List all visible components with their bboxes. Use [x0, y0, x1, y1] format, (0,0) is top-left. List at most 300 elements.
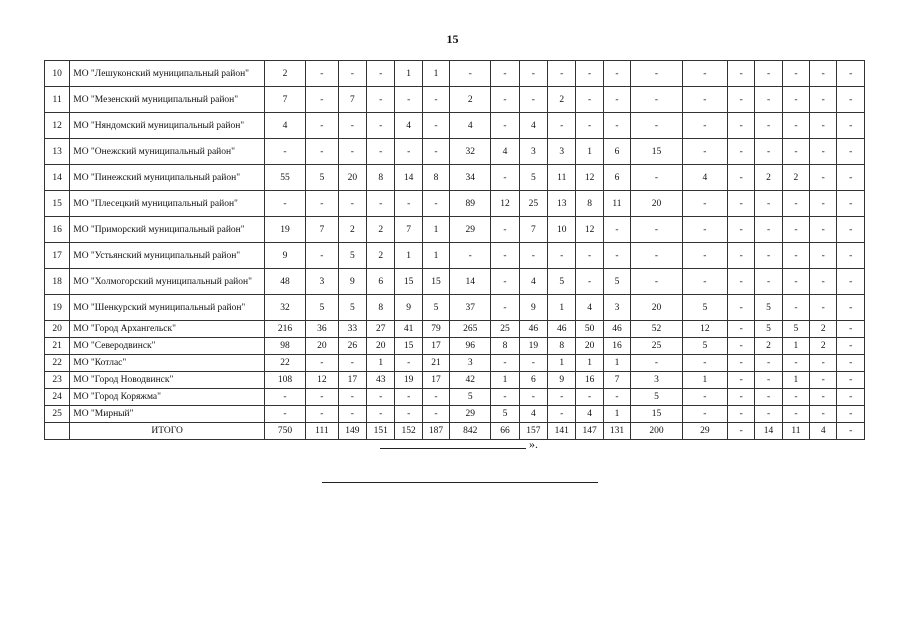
table-cell: -: [603, 87, 630, 113]
table-cell: -: [682, 389, 727, 406]
table-cell: -: [782, 139, 809, 165]
table-cell: -: [519, 87, 547, 113]
table-cell: -: [548, 389, 576, 406]
table-cell: 1: [422, 61, 449, 87]
table-cell: 1: [603, 406, 630, 423]
table-row: [45, 191, 865, 217]
table-cell: 21: [422, 355, 449, 372]
table-cell: 14: [450, 269, 491, 295]
table-cell: 27: [367, 321, 395, 338]
table-cell: 9: [395, 295, 422, 321]
table-cell: 5: [338, 243, 366, 269]
table-cell: 8: [367, 295, 395, 321]
table-cell: -: [264, 389, 305, 406]
table-cell: -: [682, 191, 727, 217]
table-cell: -: [548, 243, 576, 269]
row-number: 16: [45, 217, 70, 243]
table-cell: -: [306, 61, 339, 87]
table-cell: 1: [576, 139, 603, 165]
table-cell: 5: [682, 295, 727, 321]
table-cell: -: [728, 406, 755, 423]
table-cell: -: [755, 139, 782, 165]
table-cell: -: [782, 61, 809, 87]
table-cell: -: [491, 217, 519, 243]
table-cell: -: [755, 217, 782, 243]
table-cell: 12: [682, 321, 727, 338]
table-cell: 3: [631, 372, 683, 389]
table-cell: -: [548, 61, 576, 87]
table-cell: -: [755, 243, 782, 269]
table-cell: 5: [548, 269, 576, 295]
table-cell: 16: [603, 338, 630, 355]
table-cell: -: [728, 269, 755, 295]
table-cell: -: [338, 61, 366, 87]
total-cell: 147: [576, 423, 603, 440]
table-cell: -: [576, 389, 603, 406]
row-number: 19: [45, 295, 70, 321]
table-row: [45, 389, 865, 406]
table-cell: -: [837, 243, 865, 269]
closing-quote: ».: [529, 437, 538, 451]
table-cell: 37: [450, 295, 491, 321]
table-cell: 96: [450, 338, 491, 355]
table-cell: 265: [450, 321, 491, 338]
table-cell: 1: [395, 243, 422, 269]
table-cell: 41: [395, 321, 422, 338]
row-number: 20: [45, 321, 70, 338]
table-cell: -: [491, 165, 519, 191]
total-cell: -: [837, 423, 865, 440]
table-cell: -: [631, 243, 683, 269]
table-cell: 20: [631, 191, 683, 217]
table-cell: -: [422, 191, 449, 217]
table-cell: -: [548, 113, 576, 139]
table-cell: -: [306, 139, 339, 165]
table-cell: -: [810, 295, 837, 321]
table-cell: 25: [631, 338, 683, 355]
total-cell: 151: [367, 423, 395, 440]
table-cell: -: [837, 338, 865, 355]
table-cell: -: [782, 269, 809, 295]
table-cell: 1: [782, 372, 809, 389]
table-cell: 8: [422, 165, 449, 191]
table-cell: 10: [548, 217, 576, 243]
table-cell: 5: [755, 321, 782, 338]
table-cell: 29: [450, 406, 491, 423]
table-cell: -: [728, 338, 755, 355]
table-cell: -: [491, 87, 519, 113]
table-cell: 5: [422, 295, 449, 321]
table-cell: 1: [422, 243, 449, 269]
table-cell: 2: [782, 165, 809, 191]
table-cell: 1: [548, 355, 576, 372]
table-cell: -: [728, 389, 755, 406]
total-cell: 149: [338, 423, 366, 440]
table-cell: -: [422, 389, 449, 406]
table-row: [45, 269, 865, 295]
row-number: 12: [45, 113, 70, 139]
table-cell: 9: [548, 372, 576, 389]
table-cell: -: [367, 61, 395, 87]
table-cell: -: [755, 87, 782, 113]
table-cell: -: [491, 243, 519, 269]
table-cell: 1: [491, 372, 519, 389]
table-cell: 1: [367, 355, 395, 372]
table-cell: -: [782, 87, 809, 113]
table-cell: 4: [682, 165, 727, 191]
table-cell: -: [450, 61, 491, 87]
table-cell: 17: [422, 372, 449, 389]
total-cell: 14: [755, 423, 782, 440]
table-cell: 5: [519, 165, 547, 191]
table-cell: 15: [631, 406, 683, 423]
table-row: [45, 243, 865, 269]
municipality-name: МО "Онежский муниципальный район": [70, 139, 265, 165]
table-row: [45, 139, 865, 165]
municipality-name: МО "Приморский муниципальный район": [70, 217, 265, 243]
table-cell: 6: [603, 165, 630, 191]
table-cell: 7: [519, 217, 547, 243]
table-cell: -: [338, 139, 366, 165]
table-cell: 2: [338, 217, 366, 243]
table-cell: -: [810, 191, 837, 217]
total-cell: 66: [491, 423, 519, 440]
row-number: 10: [45, 61, 70, 87]
table-cell: 5: [306, 165, 339, 191]
table-cell: 2: [367, 217, 395, 243]
table-cell: 108: [264, 372, 305, 389]
table-cell: 52: [631, 321, 683, 338]
table-cell: 46: [519, 321, 547, 338]
table-cell: -: [782, 389, 809, 406]
table-cell: 4: [395, 113, 422, 139]
table-cell: 216: [264, 321, 305, 338]
table-cell: -: [306, 191, 339, 217]
total-cell: 750: [264, 423, 305, 440]
table-cell: -: [837, 355, 865, 372]
table-cell: -: [782, 217, 809, 243]
table-cell: -: [306, 87, 339, 113]
table-cell: 4: [576, 406, 603, 423]
table-cell: -: [367, 139, 395, 165]
total-cell: 187: [422, 423, 449, 440]
total-blank-cell: [45, 423, 70, 440]
table-cell: -: [810, 165, 837, 191]
table-cell: -: [810, 61, 837, 87]
table-cell: 1: [576, 355, 603, 372]
municipality-name: МО "Холмогорский муниципальный район": [70, 269, 265, 295]
table-cell: -: [728, 87, 755, 113]
table-cell: -: [519, 389, 547, 406]
total-cell: 842: [450, 423, 491, 440]
table-cell: -: [631, 269, 683, 295]
table-cell: 4: [491, 139, 519, 165]
table-cell: -: [491, 355, 519, 372]
table-cell: -: [264, 406, 305, 423]
page-number: 15: [446, 32, 459, 46]
table-cell: -: [755, 389, 782, 406]
table-cell: 12: [576, 165, 603, 191]
table-cell: -: [519, 243, 547, 269]
table-cell: -: [728, 191, 755, 217]
table-cell: 2: [450, 87, 491, 113]
table-cell: 1: [782, 338, 809, 355]
table-cell: -: [728, 113, 755, 139]
table-row: [45, 61, 865, 87]
row-number: 15: [45, 191, 70, 217]
municipality-name: МО "Мирный": [70, 406, 265, 423]
municipality-name: МО "Котлас": [70, 355, 265, 372]
table-cell: -: [395, 139, 422, 165]
table-cell: -: [837, 139, 865, 165]
table-cell: 8: [491, 338, 519, 355]
row-number: 23: [45, 372, 70, 389]
table-cell: 12: [491, 191, 519, 217]
table-cell: -: [264, 191, 305, 217]
table-row: [45, 165, 865, 191]
municipality-name: МО "Северодвинск": [70, 338, 265, 355]
table-cell: -: [682, 217, 727, 243]
table-row: [45, 355, 865, 372]
table-cell: 6: [603, 139, 630, 165]
table-cell: -: [491, 61, 519, 87]
table-cell: 1: [395, 61, 422, 87]
table-cell: 2: [755, 338, 782, 355]
table-cell: -: [338, 355, 366, 372]
table-cell: -: [755, 113, 782, 139]
table-cell: -: [422, 87, 449, 113]
table-cell: -: [367, 87, 395, 113]
table-cell: -: [682, 61, 727, 87]
table-cell: 26: [338, 338, 366, 355]
row-number: 11: [45, 87, 70, 113]
table-cell: 22: [264, 355, 305, 372]
total-cell: 157: [519, 423, 547, 440]
table-cell: -: [306, 389, 339, 406]
table-cell: 2: [810, 338, 837, 355]
table-cell: 2: [548, 87, 576, 113]
table-cell: 3: [519, 139, 547, 165]
table-cell: -: [603, 389, 630, 406]
table-cell: 5: [450, 389, 491, 406]
table-cell: 32: [264, 295, 305, 321]
table-cell: -: [728, 243, 755, 269]
table-cell: -: [810, 243, 837, 269]
table-cell: -: [491, 389, 519, 406]
table-cell: -: [367, 113, 395, 139]
table-cell: -: [631, 165, 683, 191]
table-cell: 4: [264, 113, 305, 139]
table-cell: -: [782, 406, 809, 423]
table-cell: 2: [264, 61, 305, 87]
table-cell: 32: [450, 139, 491, 165]
table-row: [45, 217, 865, 243]
table-cell: 36: [306, 321, 339, 338]
table-cell: -: [306, 243, 339, 269]
municipality-name: МО "Город Новодвинск": [70, 372, 265, 389]
table-cell: -: [782, 295, 809, 321]
total-row: [45, 423, 865, 440]
table-cell: -: [306, 355, 339, 372]
table-cell: 16: [576, 372, 603, 389]
table-cell: 3: [306, 269, 339, 295]
row-number: 22: [45, 355, 70, 372]
table-cell: 4: [450, 113, 491, 139]
table-cell: 8: [367, 165, 395, 191]
table-cell: -: [755, 269, 782, 295]
table-cell: 11: [603, 191, 630, 217]
table-cell: -: [576, 87, 603, 113]
table-cell: 3: [548, 139, 576, 165]
table-cell: -: [837, 406, 865, 423]
table-cell: 6: [519, 372, 547, 389]
table-cell: -: [395, 191, 422, 217]
table-cell: 46: [603, 321, 630, 338]
table-cell: -: [395, 389, 422, 406]
table-cell: 5: [603, 269, 630, 295]
table-cell: -: [603, 243, 630, 269]
table-cell: 6: [367, 269, 395, 295]
table-cell: -: [519, 61, 547, 87]
table-cell: -: [837, 191, 865, 217]
table-cell: 5: [491, 406, 519, 423]
table-cell: 29: [450, 217, 491, 243]
table-cell: 48: [264, 269, 305, 295]
table-cell: -: [338, 191, 366, 217]
table-cell: -: [395, 87, 422, 113]
table-cell: 2: [810, 321, 837, 338]
table-cell: -: [728, 295, 755, 321]
table-cell: -: [810, 355, 837, 372]
table-cell: -: [810, 217, 837, 243]
table-cell: 19: [395, 372, 422, 389]
table-cell: -: [603, 113, 630, 139]
table-body: [45, 61, 865, 440]
table-cell: -: [682, 269, 727, 295]
table-cell: -: [631, 61, 683, 87]
table-cell: -: [728, 165, 755, 191]
table-cell: -: [306, 113, 339, 139]
table-cell: -: [306, 406, 339, 423]
table-cell: 5: [682, 338, 727, 355]
table-cell: -: [810, 372, 837, 389]
table-cell: -: [338, 113, 366, 139]
table-cell: -: [603, 61, 630, 87]
table-cell: 17: [422, 338, 449, 355]
table-cell: -: [367, 406, 395, 423]
table-cell: -: [837, 372, 865, 389]
table-cell: 9: [338, 269, 366, 295]
table-cell: -: [837, 321, 865, 338]
table-row: [45, 372, 865, 389]
total-cell: 111: [306, 423, 339, 440]
table-cell: 33: [338, 321, 366, 338]
table-cell: 2: [367, 243, 395, 269]
table-cell: -: [576, 269, 603, 295]
table-cell: 2: [755, 165, 782, 191]
table-row: [45, 113, 865, 139]
total-cell: 152: [395, 423, 422, 440]
row-number: 13: [45, 139, 70, 165]
row-number: 24: [45, 389, 70, 406]
table-cell: -: [264, 139, 305, 165]
table-row: [45, 321, 865, 338]
table-row: [45, 87, 865, 113]
table-cell: 3: [603, 295, 630, 321]
municipality-name: МО "Город Коряжма": [70, 389, 265, 406]
table-cell: -: [728, 61, 755, 87]
table-cell: -: [728, 217, 755, 243]
table-cell: 20: [306, 338, 339, 355]
table-cell: -: [837, 61, 865, 87]
table-cell: -: [810, 406, 837, 423]
table-cell: -: [395, 406, 422, 423]
total-cell: 11: [782, 423, 809, 440]
table-cell: -: [728, 372, 755, 389]
table-cell: 4: [519, 406, 547, 423]
table-cell: 20: [576, 338, 603, 355]
table-cell: -: [682, 355, 727, 372]
table-cell: 19: [519, 338, 547, 355]
row-number: 25: [45, 406, 70, 423]
table-cell: -: [682, 406, 727, 423]
table-cell: 8: [576, 191, 603, 217]
signature-line: [380, 448, 526, 449]
table-cell: -: [810, 87, 837, 113]
table-cell: -: [728, 321, 755, 338]
table-cell: -: [491, 113, 519, 139]
table-cell: 5: [755, 295, 782, 321]
statistics-table: [44, 60, 865, 440]
table-row: [45, 338, 865, 355]
table-cell: -: [491, 295, 519, 321]
row-number: 17: [45, 243, 70, 269]
table-cell: 12: [576, 217, 603, 243]
table-cell: 1: [603, 355, 630, 372]
table-cell: 19: [264, 217, 305, 243]
table-cell: 7: [338, 87, 366, 113]
table-cell: -: [755, 372, 782, 389]
table-cell: 15: [395, 338, 422, 355]
table-cell: -: [491, 269, 519, 295]
table-cell: -: [810, 113, 837, 139]
table-cell: -: [422, 139, 449, 165]
table-cell: -: [576, 61, 603, 87]
table-cell: 98: [264, 338, 305, 355]
municipality-name: МО "Няндомский муниципальный район": [70, 113, 265, 139]
table-cell: -: [837, 389, 865, 406]
table-cell: 34: [450, 165, 491, 191]
table-cell: 5: [338, 295, 366, 321]
table-cell: 25: [491, 321, 519, 338]
table-cell: -: [682, 139, 727, 165]
separator-line: [322, 482, 598, 483]
total-cell: 4: [810, 423, 837, 440]
table-cell: -: [728, 355, 755, 372]
table-cell: -: [782, 243, 809, 269]
municipality-name: МО "Устьянский муниципальный район": [70, 243, 265, 269]
municipality-name: МО "Город Архангельск": [70, 321, 265, 338]
total-cell: 141: [548, 423, 576, 440]
table-cell: -: [367, 389, 395, 406]
table-cell: -: [837, 295, 865, 321]
table-cell: 1: [682, 372, 727, 389]
table-cell: 4: [519, 113, 547, 139]
table-cell: -: [422, 113, 449, 139]
table-cell: -: [422, 406, 449, 423]
table-cell: -: [548, 406, 576, 423]
table-cell: 14: [395, 165, 422, 191]
